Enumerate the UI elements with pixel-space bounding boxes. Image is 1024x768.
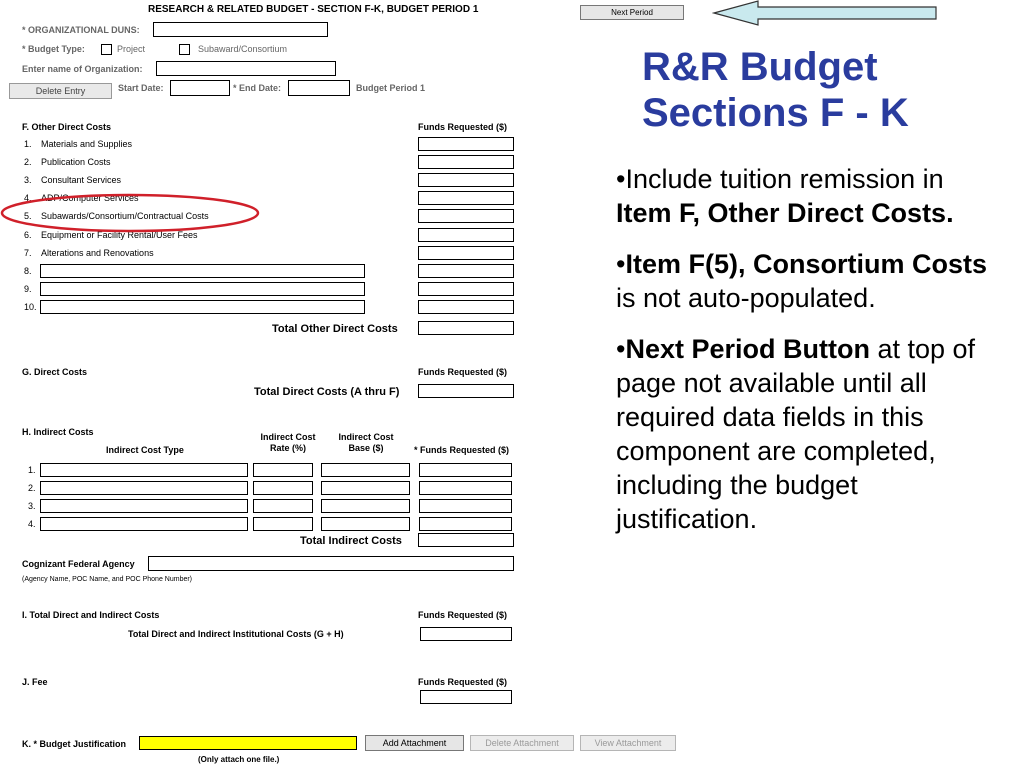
total-indirect-label: Total Indirect Costs <box>300 535 402 547</box>
item-number: 10. <box>24 302 37 312</box>
justification-hint: (Only attach one file.) <box>198 755 280 764</box>
item-label: Consultant Services <box>41 175 122 185</box>
total-other-direct-input[interactable] <box>418 321 514 335</box>
funds-requested-header-j: Funds Requested ($) <box>418 677 508 687</box>
funds-requested-header-i: Funds Requested ($) <box>418 610 508 620</box>
fee-input[interactable] <box>420 690 512 704</box>
item-funds-input[interactable] <box>418 173 514 187</box>
item-label: Publication Costs <box>41 157 111 167</box>
item-description-input[interactable] <box>40 300 365 314</box>
indirect-type-input[interactable] <box>40 481 248 495</box>
subaward-checkbox[interactable] <box>179 44 190 55</box>
budget-period-label: Budget Period 1 <box>356 83 426 93</box>
indirect-base-input[interactable] <box>321 499 410 513</box>
end-date-label: * End Date: <box>233 83 282 93</box>
indirect-row-number: 1. <box>28 465 36 475</box>
item-description-input[interactable] <box>40 282 365 296</box>
indirect-type-input[interactable] <box>40 517 248 531</box>
duns-label: * ORGANIZATIONAL DUNS: <box>22 25 140 35</box>
indirect-row-number: 3. <box>28 501 36 511</box>
bullet-3-bold: Next Period Button <box>625 334 870 364</box>
section-f-title: F. Other Direct Costs <box>22 122 112 132</box>
indirect-type-input[interactable] <box>40 499 248 513</box>
org-name-input[interactable] <box>156 61 336 76</box>
funds-requested-header: Funds Requested ($) <box>418 122 508 132</box>
budget-justification-field[interactable] <box>139 736 357 750</box>
indirect-type-header: Indirect Cost Type <box>106 445 184 455</box>
slide-title <box>642 44 909 136</box>
item-funds-input[interactable] <box>418 137 514 151</box>
indirect-rate-input[interactable] <box>253 481 313 495</box>
item-number: 2. <box>24 157 32 167</box>
item-number: 8. <box>24 266 32 276</box>
bullet-2-text: is not auto-populated. <box>616 283 876 313</box>
item-funds-input[interactable] <box>418 264 514 278</box>
indirect-base-input[interactable] <box>321 517 410 531</box>
item-number: 7. <box>24 248 32 258</box>
slide-title-line2: Sections F - K <box>642 91 909 135</box>
item-funds-input[interactable] <box>418 191 514 205</box>
project-checkbox[interactable] <box>101 44 112 55</box>
total-institutional-input[interactable] <box>420 627 512 641</box>
section-g-title: G. Direct Costs <box>22 367 88 377</box>
item-funds-input[interactable] <box>418 228 514 242</box>
bullet-1-bold: Item F, Other Direct Costs. <box>616 198 954 228</box>
item-label: ADP/Computer Services <box>41 193 139 203</box>
item-number: 5. <box>24 211 32 221</box>
bullet-1-text: Include tuition remission in <box>625 164 944 194</box>
indirect-funds-header: * Funds Requested ($) <box>414 445 510 455</box>
indirect-base-header: Indirect Cost Base ($) <box>338 432 394 453</box>
section-h-title: H. Indirect Costs <box>22 427 94 437</box>
indirect-rate-header: Indirect Cost Rate (%) <box>260 432 316 453</box>
start-date-input[interactable] <box>170 80 230 96</box>
subaward-label: Subaward/Consortium <box>198 44 288 54</box>
indirect-row-number: 4. <box>28 519 36 529</box>
indirect-rate-input[interactable] <box>253 517 313 531</box>
slide-bullets <box>616 162 996 553</box>
item-number: 3. <box>24 175 32 185</box>
bullet-1: •Include tuition remission in Item F, Other Direct Costs. <box>616 164 954 228</box>
form-title: RESEARCH & RELATED BUDGET - SECTION F-K, BUDGET PERIOD 1 <box>148 4 479 15</box>
indirect-funds-input[interactable] <box>419 499 512 513</box>
bullet-3: •Next Period Button at top of page not available until all required data fields in this component are completed, including the budget justification. <box>616 334 976 534</box>
item-label: Subawards/Consortium/Contractual Costs <box>41 211 209 221</box>
slide-title-line1: R&R Budget <box>642 45 878 89</box>
cognizant-agency-input[interactable] <box>148 556 514 571</box>
org-name-label: Enter name of Organization: <box>22 64 143 74</box>
item-funds-input[interactable] <box>418 209 514 223</box>
delete-entry-button[interactable]: Delete Entry <box>9 83 112 99</box>
bullet-2-bold: Item F(5), Consortium Costs <box>625 249 987 279</box>
indirect-type-input[interactable] <box>40 463 248 477</box>
add-attachment-button[interactable]: Add Attachment <box>365 735 464 751</box>
indirect-funds-input[interactable] <box>419 517 512 531</box>
cognizant-agency-label: Cognizant Federal Agency <box>22 559 135 569</box>
highlight-ellipse <box>0 192 262 234</box>
indirect-base-input[interactable] <box>321 463 410 477</box>
indirect-base-input[interactable] <box>321 481 410 495</box>
total-direct-label: Total Direct Costs (A thru F) <box>254 386 400 398</box>
project-label: Project <box>117 44 146 54</box>
indirect-rate-input[interactable] <box>253 499 313 513</box>
item-funds-input[interactable] <box>418 300 514 314</box>
item-funds-input[interactable] <box>418 155 514 169</box>
section-i-title: I. Total Direct and Indirect Costs <box>22 610 160 620</box>
item-number: 6. <box>24 230 32 240</box>
item-description-input[interactable] <box>40 264 365 278</box>
end-date-input[interactable] <box>288 80 350 96</box>
start-date-label: Start Date: <box>118 83 164 93</box>
total-other-direct-label: Total Other Direct Costs <box>272 323 398 335</box>
indirect-funds-input[interactable] <box>419 463 512 477</box>
next-period-button[interactable]: Next Period <box>580 5 684 20</box>
section-j-title: J. Fee <box>22 677 48 687</box>
item-funds-input[interactable] <box>418 246 514 260</box>
total-indirect-input[interactable] <box>418 533 514 547</box>
item-label: Materials and Supplies <box>41 139 133 149</box>
funds-requested-header-g: Funds Requested ($) <box>418 367 508 377</box>
indirect-row-number: 2. <box>28 483 36 493</box>
item-funds-input[interactable] <box>418 282 514 296</box>
indirect-rate-input[interactable] <box>253 463 313 477</box>
bullet-3-text: at top of page not available until all required data fields in this component are completed, including the budget justification. <box>616 334 976 534</box>
total-direct-input[interactable] <box>418 384 514 398</box>
delete-attachment-button[interactable]: Delete Attachment <box>470 735 574 751</box>
budget-type-label: * Budget Type: <box>22 44 85 54</box>
section-k-title: K. * Budget Justification <box>22 739 127 749</box>
item-label: Alterations and Renovations <box>41 248 154 258</box>
bullet-2: •Item F(5), Consortium Costs is not auto-populated. <box>616 249 987 313</box>
total-institutional-label: Total Direct and Indirect Institutional Costs (G + H) <box>128 629 344 639</box>
arrow-left-icon <box>712 0 940 26</box>
cognizant-agency-hint: (Agency Name, POC Name, and POC Phone Number) <box>22 576 193 583</box>
indirect-funds-input[interactable] <box>419 481 512 495</box>
item-number: 4. <box>24 193 32 203</box>
item-number: 9. <box>24 284 32 294</box>
duns-input[interactable] <box>153 22 328 37</box>
view-attachment-button[interactable]: View Attachment <box>580 735 676 751</box>
item-label: Equipment or Facility Rental/User Fees <box>41 230 198 240</box>
item-number: 1. <box>24 139 32 149</box>
